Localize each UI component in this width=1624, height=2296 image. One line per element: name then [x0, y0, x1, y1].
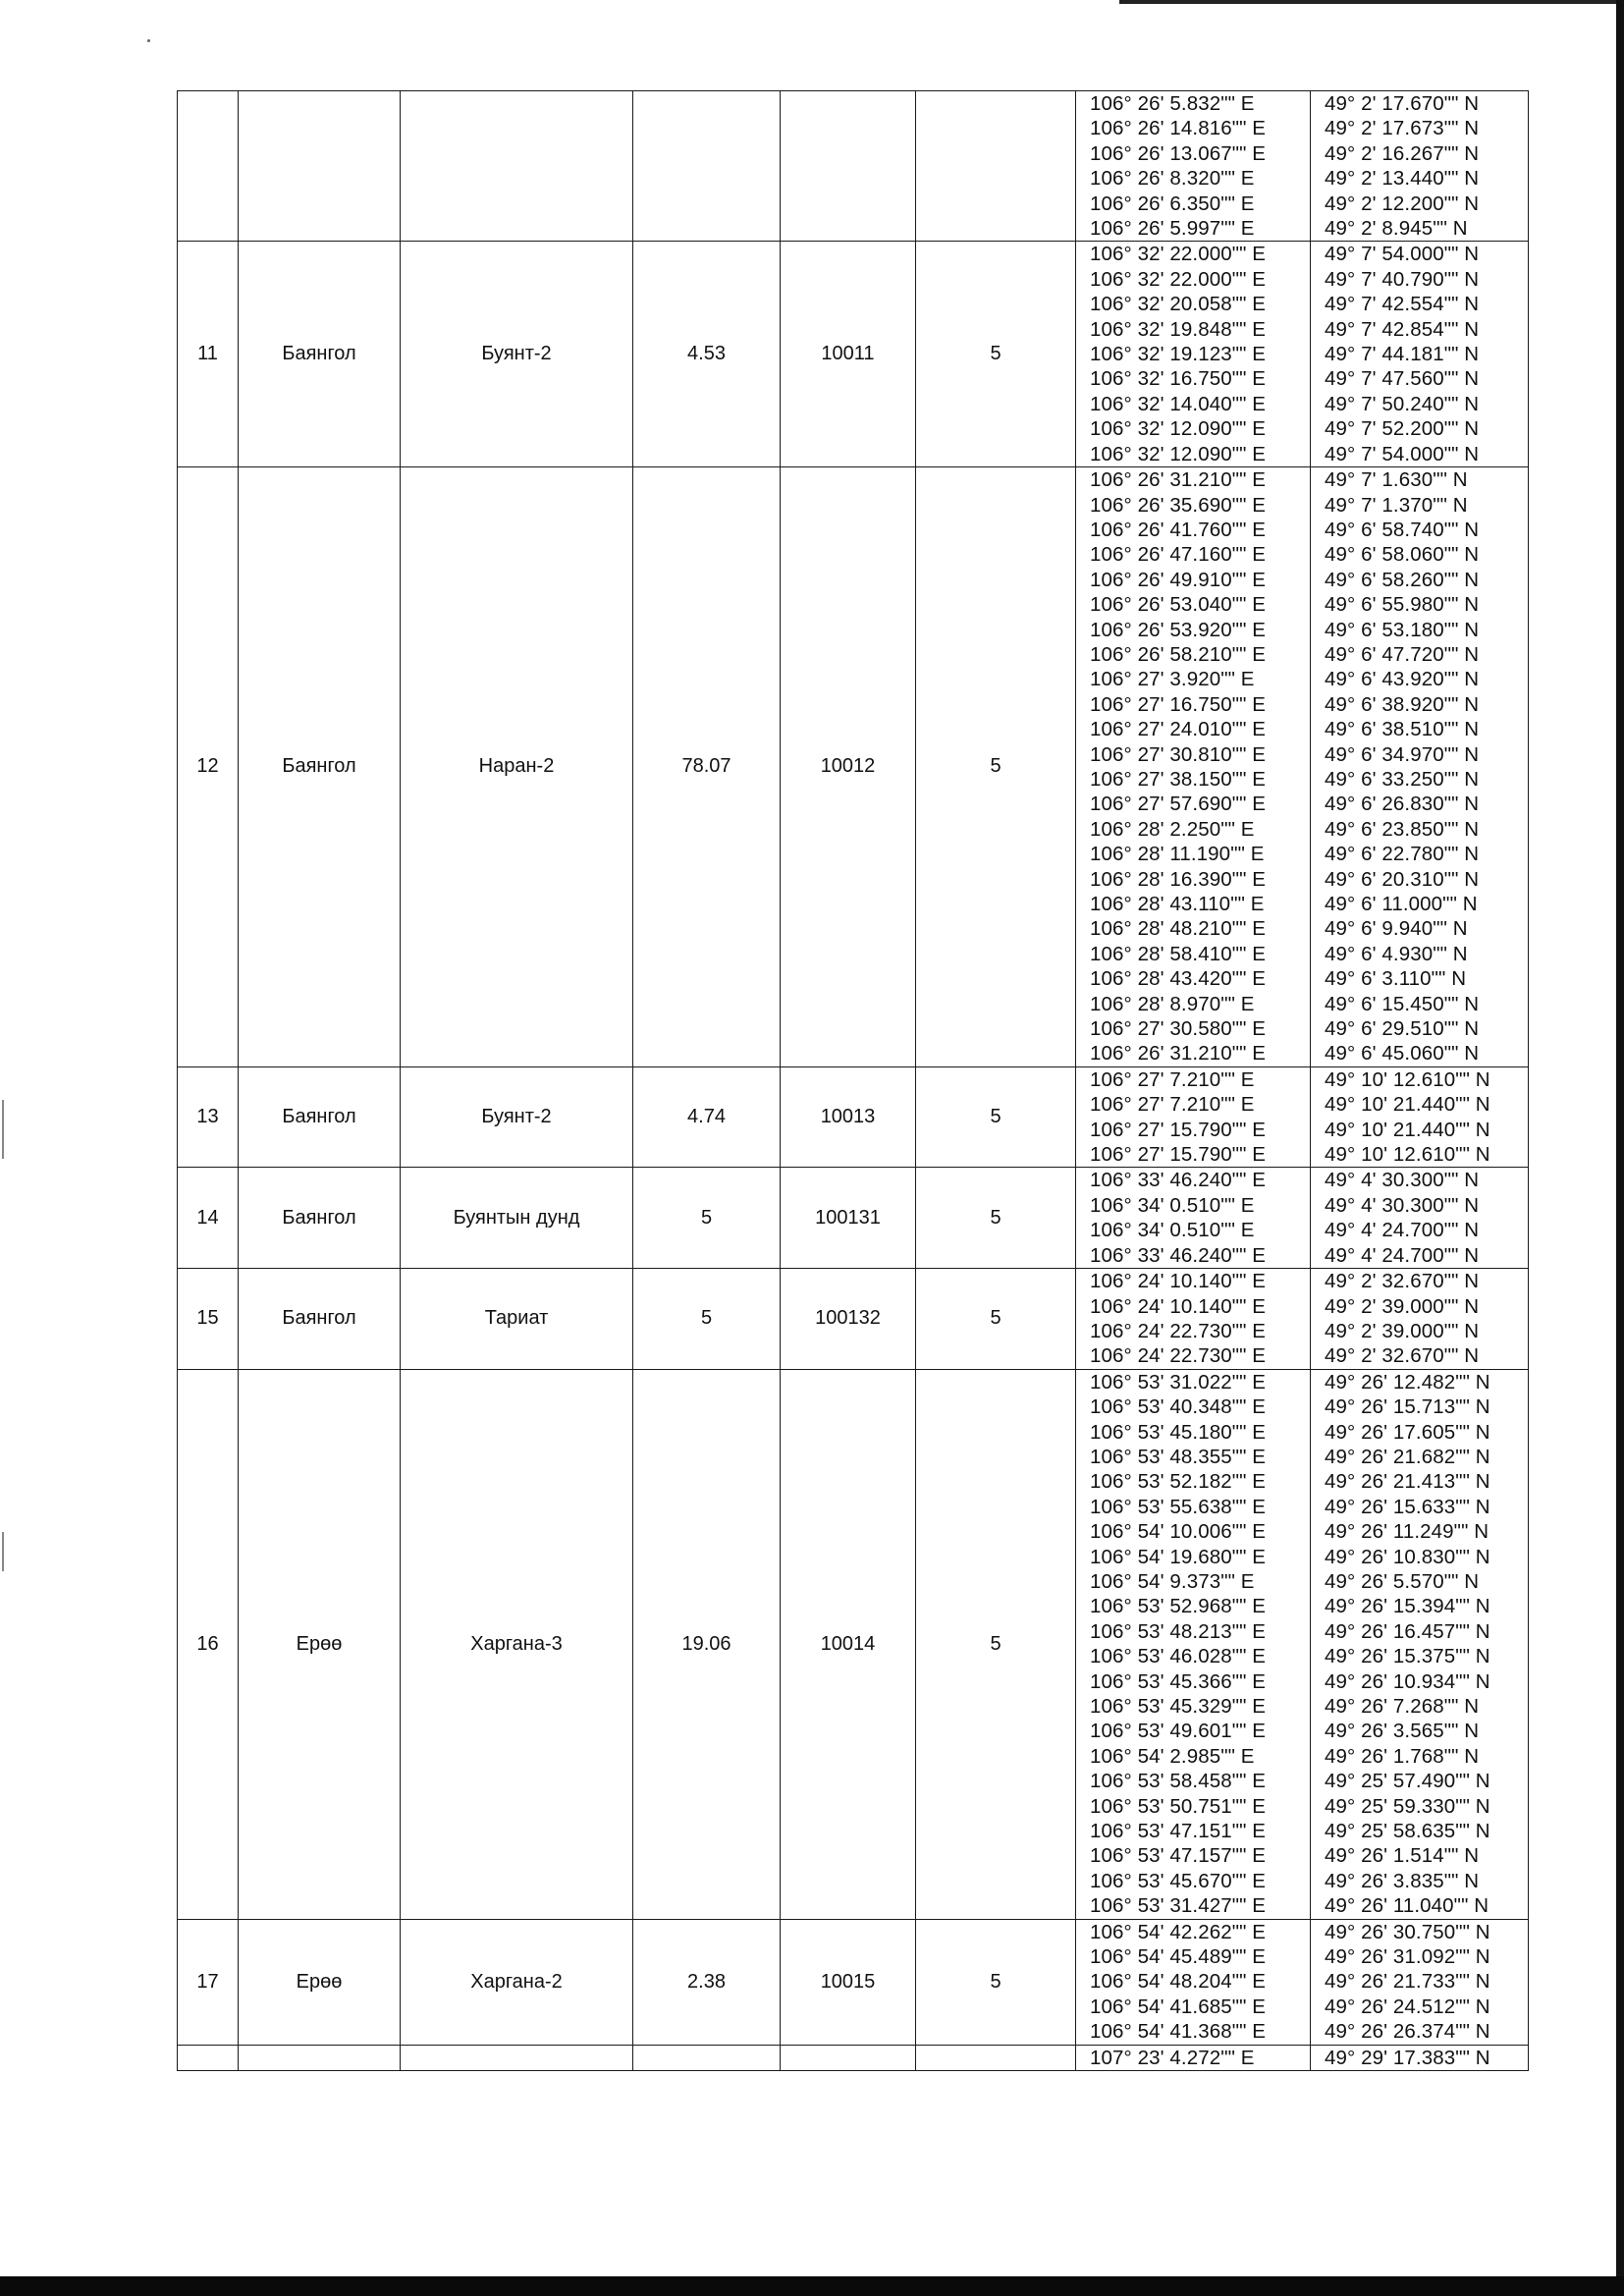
- table-row: [178, 1168, 1529, 1269]
- longitude-value: 106° 26' 49.910"" E: [1090, 568, 1267, 591]
- longitude-value: 106° 24' 10.140"" E: [1090, 1294, 1267, 1318]
- latitude-value: 49° 2' 17.673"" N: [1325, 117, 1480, 140]
- district-cell: [239, 2045, 401, 2070]
- longitude-value: 106° 24' 22.730"" E: [1090, 1344, 1267, 1368]
- longitude-value: 106° 32' 12.090"" E: [1090, 417, 1267, 441]
- longitude-value: 106° 26' 8.320"" E: [1090, 167, 1255, 191]
- count-cell: 5: [916, 1066, 1076, 1168]
- district-cell: Баянгол: [239, 1269, 401, 1370]
- row-number-cell: 14: [178, 1168, 239, 1269]
- latitude-value: 49° 26' 31.092"" N: [1325, 1945, 1490, 1969]
- district-cell: Баянгол: [239, 1066, 401, 1168]
- longitude-cell: [1076, 1066, 1311, 1168]
- longitude-value: 106° 27' 15.790"" E: [1090, 1118, 1267, 1141]
- longitude-value: 106° 24' 10.140"" E: [1090, 1270, 1267, 1293]
- count-cell: 5: [916, 1168, 1076, 1269]
- longitude-cell: [1076, 1919, 1311, 2045]
- longitude-value: 106° 53' 52.182"" E: [1090, 1470, 1267, 1494]
- latitude-value: 49° 7' 54.000"" N: [1325, 243, 1480, 266]
- area-cell: 78.07: [633, 467, 781, 1067]
- latitude-value: 49° 6' 38.510"" N: [1325, 718, 1480, 741]
- code-cell: 10012: [781, 467, 916, 1067]
- longitude-value: 106° 53' 45.329"" E: [1090, 1695, 1267, 1718]
- longitude-value: 106° 54' 41.685"" E: [1090, 1995, 1267, 2018]
- latitude-value: 49° 4' 24.700"" N: [1325, 1243, 1480, 1267]
- latitude-value: 49° 7' 50.240"" N: [1325, 392, 1480, 415]
- table-row: [178, 2045, 1529, 2070]
- scan-bottom-edge: [0, 2276, 1624, 2296]
- count-cell: 5: [916, 1269, 1076, 1370]
- longitude-value: 106° 26' 53.920"" E: [1090, 618, 1267, 641]
- longitude-value: 107° 23' 4.272"" E: [1090, 2046, 1255, 2069]
- longitude-value: 106° 53' 45.670"" E: [1090, 1869, 1267, 1892]
- latitude-cell: [1311, 467, 1529, 1067]
- scan-right-edge: [1616, 0, 1624, 2296]
- longitude-value: 106° 26' 5.832"" E: [1090, 92, 1255, 115]
- district-cell: Ерөө: [239, 1369, 401, 1919]
- row-number-cell: 16: [178, 1369, 239, 1919]
- document-page: [177, 90, 1528, 2071]
- code-cell: 100131: [781, 1168, 916, 1269]
- latitude-value: 49° 6' 58.260"" N: [1325, 568, 1480, 591]
- latitude-value: 49° 26' 21.733"" N: [1325, 1970, 1490, 1994]
- latitude-value: 49° 6' 47.720"" N: [1325, 642, 1480, 666]
- latitude-value: 49° 26' 7.268"" N: [1325, 1695, 1480, 1718]
- latitude-cell: [1311, 1168, 1529, 1269]
- latitude-value: 49° 6' 53.180"" N: [1325, 618, 1480, 641]
- longitude-value: 106° 27' 30.580"" E: [1090, 1017, 1267, 1041]
- latitude-value: 49° 4' 30.300"" N: [1325, 1193, 1480, 1217]
- longitude-value: 106° 28' 8.970"" E: [1090, 992, 1255, 1015]
- table-row: [178, 467, 1529, 1067]
- district-cell: Баянгол: [239, 1168, 401, 1269]
- latitude-value: 49° 6' 33.250"" N: [1325, 767, 1480, 791]
- longitude-value: 106° 54' 2.985"" E: [1090, 1744, 1255, 1768]
- row-number-cell: 13: [178, 1066, 239, 1168]
- district-cell: Ерөө: [239, 1919, 401, 2045]
- longitude-cell: [1076, 242, 1311, 467]
- latitude-value: 49° 26' 10.830"" N: [1325, 1545, 1490, 1568]
- longitude-value: 106° 26' 35.690"" E: [1090, 493, 1267, 517]
- district-cell: Баянгол: [239, 467, 401, 1067]
- coordinates-table: [177, 90, 1529, 2071]
- row-number-cell: 17: [178, 1919, 239, 2045]
- latitude-value: 49° 2' 12.200"" N: [1325, 191, 1480, 215]
- latitude-value: 49° 7' 44.181"" N: [1325, 343, 1480, 366]
- longitude-value: 106° 53' 31.022"" E: [1090, 1370, 1267, 1394]
- longitude-value: 106° 54' 10.006"" E: [1090, 1520, 1267, 1544]
- row-number-cell: 11: [178, 242, 239, 467]
- latitude-value: 49° 10' 12.610"" N: [1325, 1143, 1490, 1167]
- latitude-value: 49° 26' 15.394"" N: [1325, 1595, 1490, 1618]
- longitude-value: 106° 26' 53.040"" E: [1090, 593, 1267, 617]
- latitude-value: 49° 26' 15.375"" N: [1325, 1645, 1490, 1668]
- area-cell: 4.53: [633, 242, 781, 467]
- latitude-value: 49° 26' 17.605"" N: [1325, 1420, 1490, 1444]
- longitude-value: 106° 53' 48.355"" E: [1090, 1445, 1267, 1468]
- longitude-value: 106° 28' 16.390"" E: [1090, 867, 1267, 891]
- longitude-value: 106° 28' 2.250"" E: [1090, 817, 1255, 841]
- latitude-value: 49° 6' 29.510"" N: [1325, 1017, 1480, 1041]
- latitude-value: 49° 2' 32.670"" N: [1325, 1270, 1480, 1293]
- latitude-value: 49° 10' 21.440"" N: [1325, 1093, 1490, 1117]
- latitude-value: 49° 2' 8.945"" N: [1325, 217, 1468, 241]
- row-number-cell: [178, 2045, 239, 2070]
- longitude-value: 106° 27' 3.920"" E: [1090, 668, 1255, 691]
- longitude-value: 106° 32' 16.750"" E: [1090, 367, 1267, 391]
- longitude-value: 106° 32' 20.058"" E: [1090, 293, 1267, 316]
- latitude-value: 49° 26' 5.570"" N: [1325, 1569, 1480, 1593]
- latitude-value: 49° 26' 15.633"" N: [1325, 1495, 1490, 1518]
- site-name-cell: Харгана-3: [401, 1369, 633, 1919]
- longitude-value: 106° 53' 46.028"" E: [1090, 1645, 1267, 1668]
- area-cell: [633, 91, 781, 242]
- latitude-cell: [1311, 1919, 1529, 2045]
- latitude-value: 49° 26' 11.040"" N: [1325, 1894, 1489, 1918]
- longitude-value: 106° 32' 12.090"" E: [1090, 442, 1267, 465]
- latitude-value: 49° 7' 1.370"" N: [1325, 493, 1468, 517]
- longitude-value: 106° 53' 55.638"" E: [1090, 1495, 1267, 1518]
- longitude-value: 106° 24' 22.730"" E: [1090, 1319, 1267, 1342]
- latitude-value: 49° 7' 47.560"" N: [1325, 367, 1480, 391]
- latitude-value: 49° 6' 15.450"" N: [1325, 992, 1480, 1015]
- latitude-value: 49° 26' 16.457"" N: [1325, 1619, 1490, 1643]
- site-name-cell: Буянтын дунд: [401, 1168, 633, 1269]
- latitude-value: 49° 2' 16.267"" N: [1325, 141, 1480, 165]
- latitude-value: 49° 4' 30.300"" N: [1325, 1169, 1480, 1192]
- latitude-cell: [1311, 1066, 1529, 1168]
- latitude-value: 49° 7' 1.630"" N: [1325, 468, 1468, 492]
- longitude-cell: [1076, 1369, 1311, 1919]
- longitude-value: 106° 26' 31.210"" E: [1090, 1042, 1267, 1066]
- site-name-cell: [401, 2045, 633, 2070]
- latitude-value: 49° 26' 12.482"" N: [1325, 1370, 1490, 1394]
- latitude-value: 49° 6' 3.110"" N: [1325, 967, 1467, 991]
- longitude-value: 106° 27' 7.210"" E: [1090, 1067, 1255, 1091]
- longitude-value: 106° 26' 41.760"" E: [1090, 518, 1267, 541]
- latitude-value: 49° 26' 26.374"" N: [1325, 2020, 1490, 2044]
- row-number-cell: 15: [178, 1269, 239, 1370]
- longitude-value: 106° 28' 43.420"" E: [1090, 967, 1267, 991]
- longitude-value: 106° 27' 57.690"" E: [1090, 793, 1267, 816]
- site-name-cell: Буянт-2: [401, 242, 633, 467]
- count-cell: 5: [916, 1919, 1076, 2045]
- code-cell: 100132: [781, 1269, 916, 1370]
- latitude-value: 49° 6' 11.000"" N: [1325, 893, 1478, 915]
- count-cell: 5: [916, 242, 1076, 467]
- scan-left-edge-mark: [2, 1532, 4, 1571]
- latitude-cell: [1311, 2045, 1529, 2070]
- row-number-cell: 12: [178, 467, 239, 1067]
- longitude-value: 106° 53' 48.213"" E: [1090, 1619, 1267, 1643]
- longitude-value: 106° 34' 0.510"" E: [1090, 1219, 1255, 1242]
- latitude-value: 49° 6' 26.830"" N: [1325, 793, 1480, 816]
- latitude-value: 49° 6' 4.930"" N: [1325, 942, 1468, 965]
- longitude-value: 106° 27' 15.790"" E: [1090, 1143, 1267, 1167]
- area-cell: 19.06: [633, 1369, 781, 1919]
- latitude-value: 49° 6' 58.740"" N: [1325, 518, 1480, 541]
- longitude-value: 106° 53' 45.366"" E: [1090, 1669, 1267, 1693]
- code-cell: [781, 2045, 916, 2070]
- longitude-value: 106° 53' 49.601"" E: [1090, 1720, 1267, 1743]
- longitude-value: 106° 54' 41.368"" E: [1090, 2020, 1267, 2044]
- latitude-cell: [1311, 91, 1529, 242]
- longitude-value: 106° 28' 48.210"" E: [1090, 917, 1267, 941]
- latitude-value: 49° 2' 39.000"" N: [1325, 1319, 1480, 1342]
- code-cell: 10013: [781, 1066, 916, 1168]
- longitude-value: 106° 26' 31.210"" E: [1090, 468, 1267, 492]
- longitude-value: 106° 28' 58.410"" E: [1090, 942, 1267, 965]
- longitude-value: 106° 53' 50.751"" E: [1090, 1794, 1267, 1818]
- latitude-value: 49° 29' 17.383"" N: [1325, 2046, 1490, 2069]
- latitude-value: 49° 26' 21.413"" N: [1325, 1470, 1490, 1494]
- latitude-value: 49° 6' 22.780"" N: [1325, 843, 1480, 866]
- site-name-cell: Наран-2: [401, 467, 633, 1067]
- table-row: [178, 1369, 1529, 1919]
- row-number-cell: [178, 91, 239, 242]
- longitude-value: 106° 34' 0.510"" E: [1090, 1193, 1255, 1217]
- longitude-value: 106° 27' 7.210"" E: [1090, 1093, 1255, 1117]
- area-cell: 4.74: [633, 1066, 781, 1168]
- latitude-value: 49° 26' 3.835"" N: [1325, 1869, 1480, 1892]
- longitude-value: 106° 26' 14.816"" E: [1090, 117, 1267, 140]
- longitude-value: 106° 26' 58.210"" E: [1090, 642, 1267, 666]
- latitude-value: 49° 6' 38.920"" N: [1325, 692, 1480, 716]
- district-cell: Баянгол: [239, 242, 401, 467]
- code-cell: 10011: [781, 242, 916, 467]
- longitude-value: 106° 53' 47.151"" E: [1090, 1820, 1267, 1843]
- latitude-value: 49° 6' 45.060"" N: [1325, 1042, 1480, 1066]
- latitude-value: 49° 26' 3.565"" N: [1325, 1720, 1480, 1743]
- latitude-value: 49° 26' 21.682"" N: [1325, 1445, 1490, 1468]
- longitude-value: 106° 33' 46.240"" E: [1090, 1169, 1267, 1192]
- longitude-value: 106° 53' 40.348"" E: [1090, 1395, 1267, 1419]
- area-cell: 5: [633, 1269, 781, 1370]
- area-cell: 2.38: [633, 1919, 781, 2045]
- area-cell: 5: [633, 1168, 781, 1269]
- latitude-value: 49° 6' 23.850"" N: [1325, 817, 1480, 841]
- longitude-cell: [1076, 1269, 1311, 1370]
- count-cell: 5: [916, 1369, 1076, 1919]
- latitude-value: 49° 2' 39.000"" N: [1325, 1294, 1480, 1318]
- count-cell: [916, 91, 1076, 242]
- site-name-cell: Тариат: [401, 1269, 633, 1370]
- longitude-value: 106° 26' 13.067"" E: [1090, 141, 1267, 165]
- longitude-value: 106° 53' 31.427"" E: [1090, 1894, 1267, 1918]
- longitude-value: 106° 26' 47.160"" E: [1090, 543, 1267, 567]
- longitude-cell: [1076, 2045, 1311, 2070]
- longitude-cell: [1076, 1168, 1311, 1269]
- longitude-value: 106° 54' 19.680"" E: [1090, 1545, 1267, 1568]
- latitude-value: 49° 25' 59.330"" N: [1325, 1794, 1490, 1818]
- area-cell: [633, 2045, 781, 2070]
- latitude-value: 49° 6' 20.310"" N: [1325, 867, 1480, 891]
- longitude-value: 106° 53' 47.157"" E: [1090, 1844, 1267, 1868]
- longitude-cell: [1076, 467, 1311, 1067]
- latitude-value: 49° 6' 58.060"" N: [1325, 543, 1480, 567]
- longitude-value: 106° 32' 14.040"" E: [1090, 392, 1267, 415]
- table-body: [178, 91, 1529, 2071]
- latitude-value: 49° 2' 13.440"" N: [1325, 167, 1480, 191]
- latitude-value: 49° 7' 54.000"" N: [1325, 442, 1480, 465]
- longitude-value: 106° 54' 9.373"" E: [1090, 1569, 1255, 1593]
- longitude-value: 106° 26' 5.997"" E: [1090, 217, 1255, 241]
- latitude-value: 49° 2' 32.670"" N: [1325, 1344, 1480, 1368]
- site-name-cell: Харгана-2: [401, 1919, 633, 2045]
- longitude-value: 106° 54' 45.489"" E: [1090, 1945, 1267, 1969]
- table-row: [178, 242, 1529, 467]
- table-row: [178, 91, 1529, 242]
- latitude-value: 49° 2' 17.670"" N: [1325, 92, 1480, 115]
- longitude-value: 106° 26' 6.350"" E: [1090, 191, 1255, 215]
- longitude-value: 106° 28' 43.110"" E: [1090, 893, 1265, 915]
- longitude-value: 106° 32' 22.000"" E: [1090, 267, 1267, 291]
- latitude-value: 49° 7' 40.790"" N: [1325, 267, 1480, 291]
- latitude-value: 49° 6' 34.970"" N: [1325, 742, 1480, 766]
- latitude-value: 49° 7' 42.854"" N: [1325, 317, 1480, 341]
- latitude-value: 49° 26' 11.249"" N: [1325, 1520, 1489, 1544]
- latitude-value: 49° 26' 10.934"" N: [1325, 1669, 1490, 1693]
- table-row: [178, 1269, 1529, 1370]
- longitude-value: 106° 53' 45.180"" E: [1090, 1420, 1267, 1444]
- longitude-value: 106° 54' 48.204"" E: [1090, 1970, 1267, 1994]
- longitude-value: 106° 28' 11.190"" E: [1090, 843, 1265, 866]
- latitude-value: 49° 26' 1.514"" N: [1325, 1844, 1480, 1868]
- longitude-value: 106° 27' 30.810"" E: [1090, 742, 1267, 766]
- scan-speck: [147, 39, 150, 42]
- longitude-value: 106° 27' 38.150"" E: [1090, 767, 1267, 791]
- site-name-cell: Буянт-2: [401, 1066, 633, 1168]
- district-cell: [239, 91, 401, 242]
- longitude-value: 106° 32' 19.848"" E: [1090, 317, 1267, 341]
- longitude-value: 106° 32' 19.123"" E: [1090, 343, 1267, 366]
- latitude-value: 49° 4' 24.700"" N: [1325, 1219, 1480, 1242]
- latitude-value: 49° 6' 55.980"" N: [1325, 593, 1480, 617]
- latitude-value: 49° 25' 58.635"" N: [1325, 1820, 1490, 1843]
- latitude-value: 49° 7' 52.200"" N: [1325, 417, 1480, 441]
- count-cell: 5: [916, 467, 1076, 1067]
- latitude-value: 49° 26' 15.713"" N: [1325, 1395, 1490, 1419]
- code-cell: 10015: [781, 1919, 916, 2045]
- latitude-value: 49° 7' 42.554"" N: [1325, 293, 1480, 316]
- latitude-value: 49° 10' 12.610"" N: [1325, 1067, 1490, 1091]
- latitude-cell: [1311, 1269, 1529, 1370]
- latitude-value: 49° 6' 9.940"" N: [1325, 917, 1468, 941]
- code-cell: 10014: [781, 1369, 916, 1919]
- site-name-cell: [401, 91, 633, 242]
- latitude-value: 49° 10' 21.440"" N: [1325, 1118, 1490, 1141]
- latitude-value: 49° 26' 30.750"" N: [1325, 1920, 1490, 1943]
- latitude-value: 49° 26' 24.512"" N: [1325, 1995, 1490, 2018]
- table-row: [178, 1919, 1529, 2045]
- latitude-value: 49° 26' 1.768"" N: [1325, 1744, 1480, 1768]
- code-cell: [781, 91, 916, 242]
- latitude-value: 49° 6' 43.920"" N: [1325, 668, 1480, 691]
- scan-left-edge-mark: [2, 1100, 4, 1159]
- longitude-value: 106° 54' 42.262"" E: [1090, 1920, 1267, 1943]
- longitude-value: 106° 32' 22.000"" E: [1090, 243, 1267, 266]
- longitude-cell: [1076, 91, 1311, 242]
- longitude-value: 106° 53' 52.968"" E: [1090, 1595, 1267, 1618]
- latitude-cell: [1311, 1369, 1529, 1919]
- longitude-value: 106° 33' 46.240"" E: [1090, 1243, 1267, 1267]
- longitude-value: 106° 53' 58.458"" E: [1090, 1770, 1267, 1793]
- latitude-value: 49° 25' 57.490"" N: [1325, 1770, 1490, 1793]
- scan-top-edge-line: [1119, 0, 1624, 4]
- longitude-value: 106° 27' 24.010"" E: [1090, 718, 1267, 741]
- table-row: [178, 1066, 1529, 1168]
- longitude-value: 106° 27' 16.750"" E: [1090, 692, 1267, 716]
- count-cell: [916, 2045, 1076, 2070]
- latitude-cell: [1311, 242, 1529, 467]
